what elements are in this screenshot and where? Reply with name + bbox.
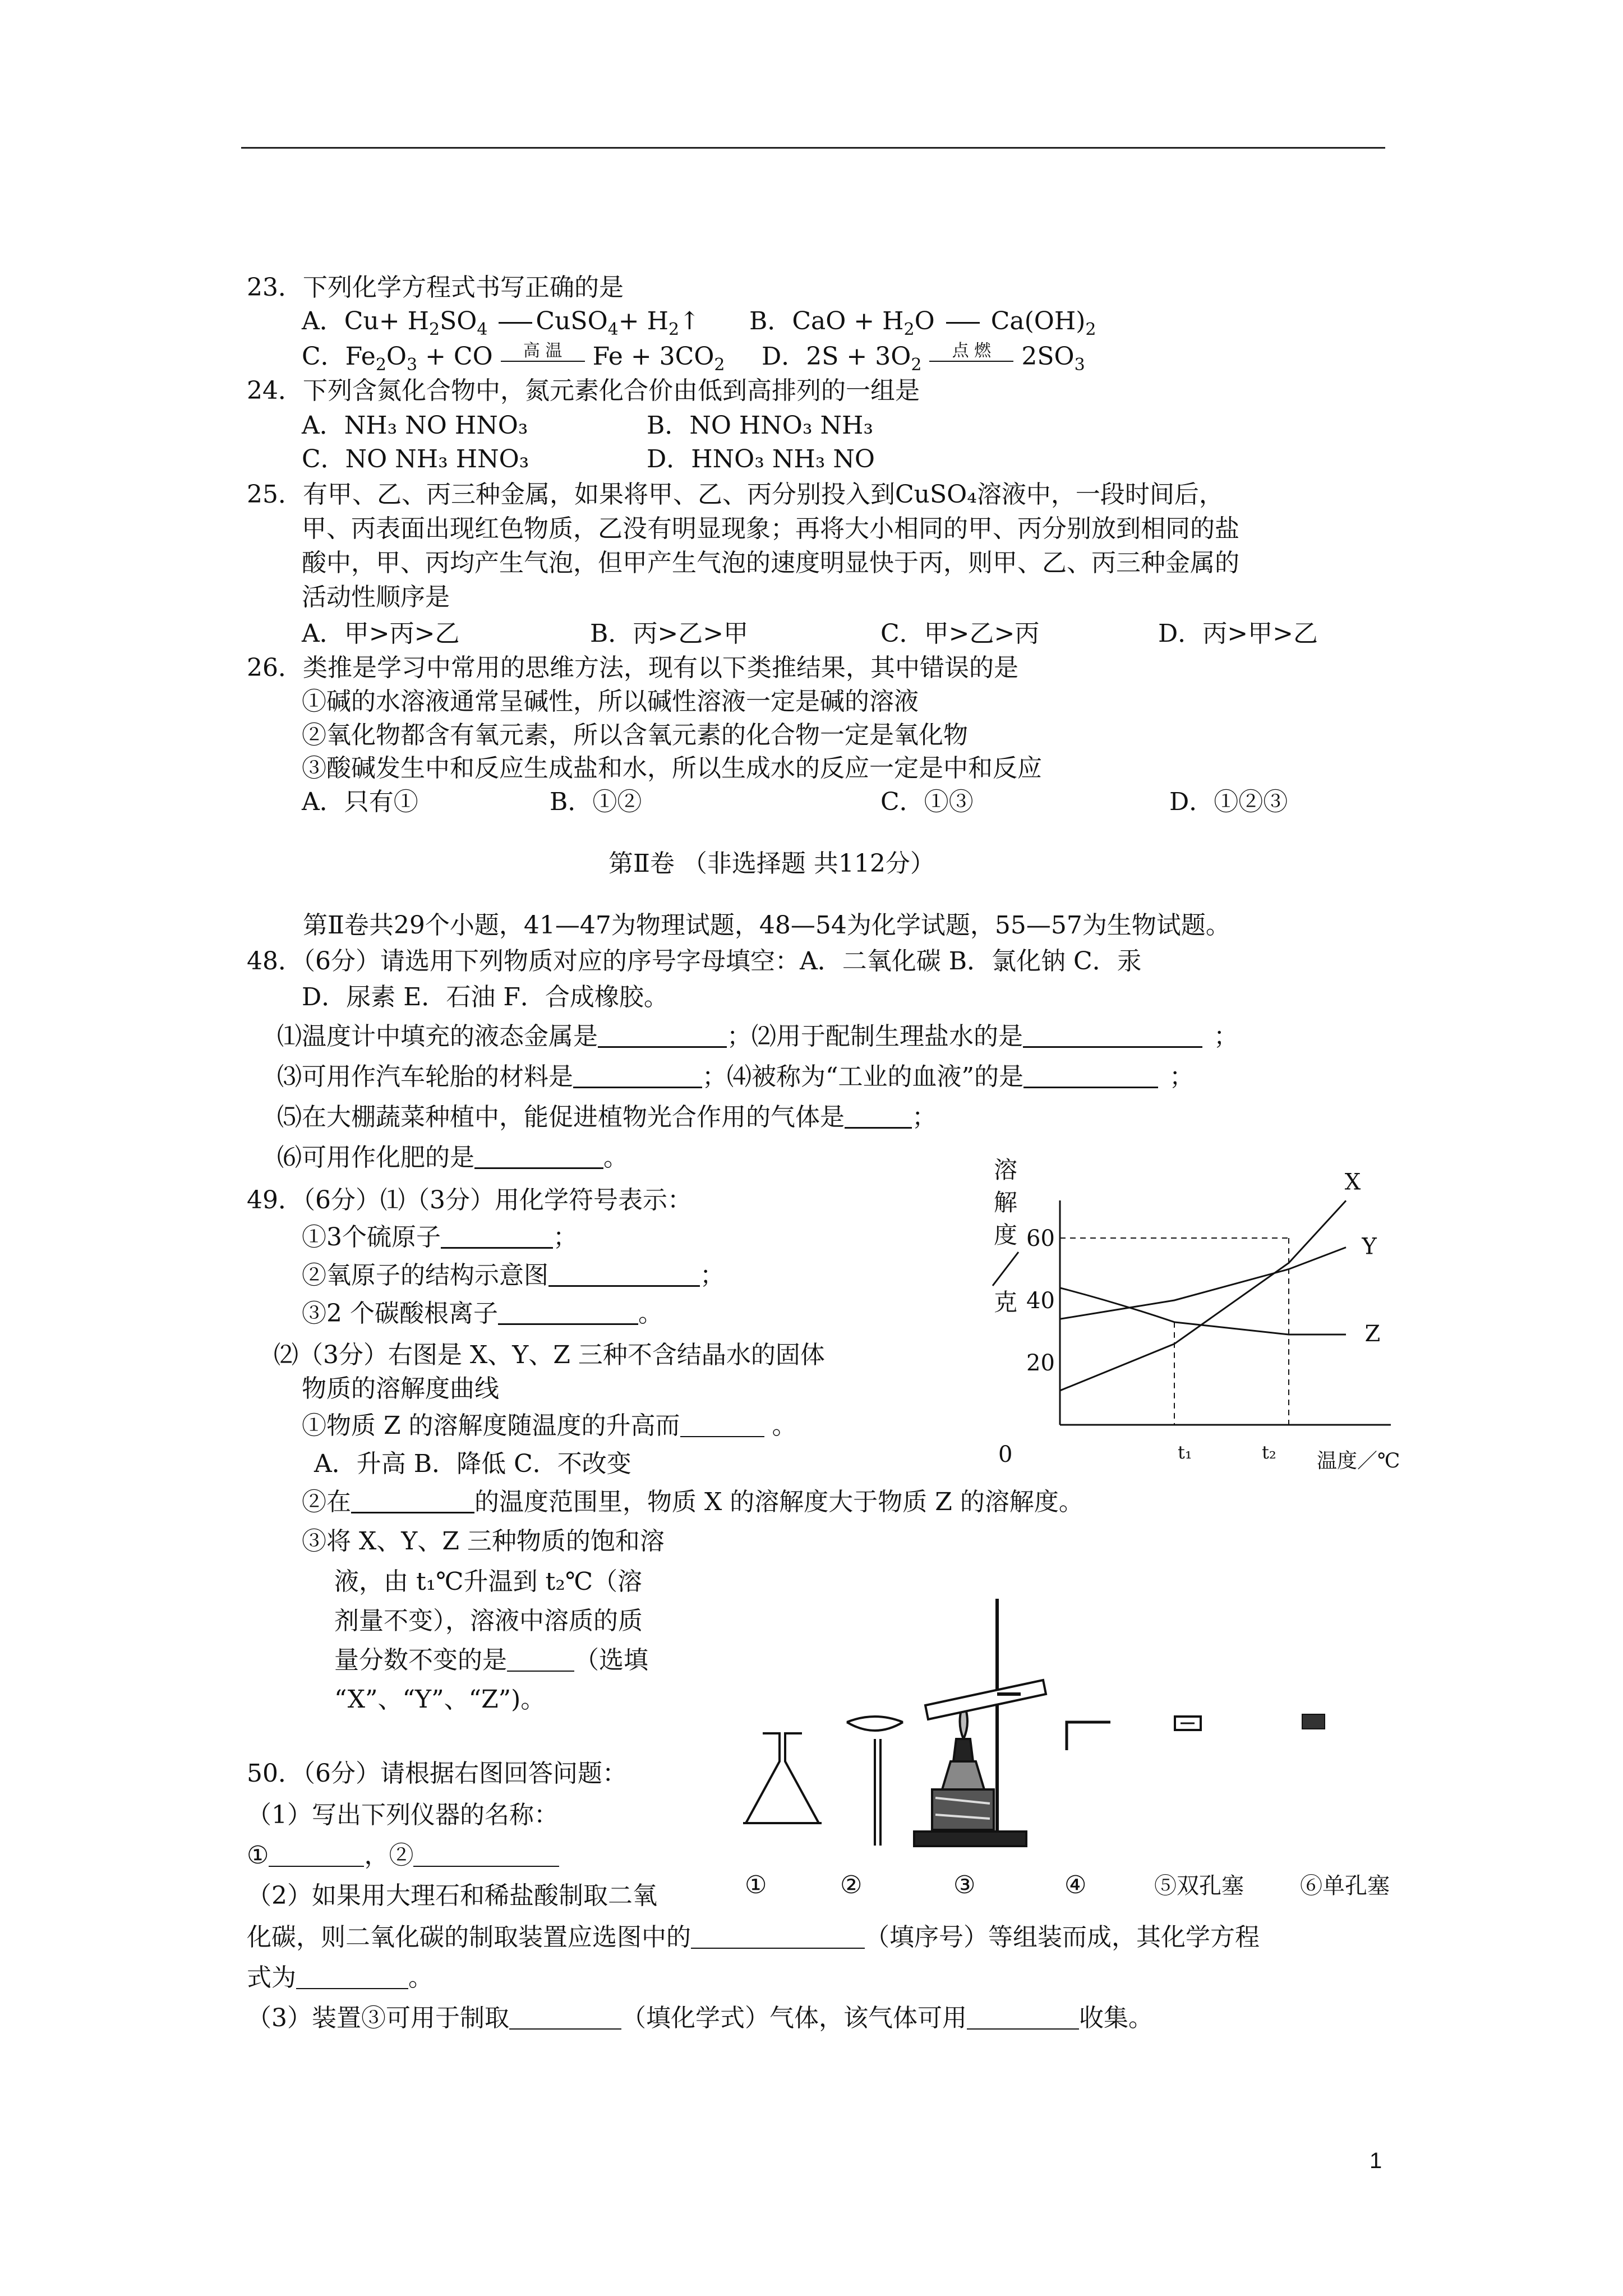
q24-option-a: A．NH₃ NO HNO₃ bbox=[302, 411, 528, 440]
q25-option-b: B．丙>乙>甲 bbox=[590, 619, 749, 648]
q48-part-1: ⑴温度计中填充的液态金属是 ；⑵用于配制生理盐水的是 ； bbox=[277, 1022, 1238, 1051]
q48-part-3: ⑶可用作汽车轮胎的材料是 ；⑷被称为“工业的血液”的是 ； bbox=[277, 1062, 1194, 1091]
q26-option-c: C．①③ bbox=[880, 788, 974, 816]
q23-option-d: D．$2S + 3O_2$ 点 燃 $2SO_3$ bbox=[762, 341, 1085, 375]
chart-x-tick-t1: t₁ bbox=[1178, 1442, 1192, 1463]
answer-blank-50-1[interactable] bbox=[269, 1841, 364, 1867]
q49-symbol-3: ③2 个碳酸根离子 。 bbox=[302, 1299, 663, 1328]
chart-y-label-3: 度 bbox=[994, 1221, 1018, 1249]
chart-y-tick-40: 40 bbox=[1026, 1288, 1055, 1314]
double-hole-stopper bbox=[1175, 1717, 1201, 1730]
q49-symbol-2: ②氧原子的结构示意图 ； bbox=[302, 1261, 725, 1290]
q25-line4: 活动性顺序是 bbox=[302, 583, 450, 611]
q24-option-c: C．NO NH₃ HNO₃ bbox=[302, 445, 529, 473]
answer-blank-50-6[interactable] bbox=[967, 2004, 1079, 2030]
q49-question-3-line1: ③将 X、Y、Z 三种物质的饱和溶 bbox=[302, 1527, 665, 1556]
q50-stem: 50．（6分）请根据右图回答问题： bbox=[247, 1759, 627, 1788]
q49-question-3-line3: 剂量不变），溶液中溶质的质 bbox=[334, 1607, 643, 1635]
answer-blank-49-1[interactable] bbox=[441, 1222, 553, 1249]
q50-part-2-line2: 化碳，则二氧化碳的制取装置应选图中的 （填序号）等组装而成，其化学方程 bbox=[247, 1923, 1260, 1952]
q24-stem: 24．下列含氮化合物中，氮元素化合价由低到高排列的一组是 bbox=[247, 376, 920, 405]
q25-line3: 酸中，甲、丙均产生气泡，但甲产生气泡的速度明显快于丙，则甲、乙、丙三种金属的 bbox=[302, 549, 1239, 577]
q23-option-b: B．CaO + $H_2O$ $Ca(OH)_2$ bbox=[749, 307, 1096, 339]
q26-option-b: B．①② bbox=[550, 788, 642, 816]
answer-blank-49-2[interactable] bbox=[548, 1260, 700, 1287]
series-z-label: Z bbox=[1364, 1321, 1381, 1347]
series-y-label: Y bbox=[1362, 1234, 1377, 1260]
q49-question-3-line5: “X”、“Y”、“Z”)。 bbox=[334, 1685, 546, 1714]
answer-blank-48-5[interactable] bbox=[845, 1102, 912, 1129]
q48-stem-1: 48．（6分）请选用下列物质对应的序号字母填空：A．二氧化碳 B．氯化钠 C．汞 bbox=[247, 947, 1142, 976]
q50-part-3: （3）装置③可用于制取 （填化学式）气体，该气体可用 收集。 bbox=[247, 2004, 1153, 2032]
series-y-curve bbox=[1060, 1248, 1346, 1319]
chart-x-label: 温度／℃ bbox=[1317, 1450, 1400, 1473]
answer-blank-48-2[interactable] bbox=[1023, 1022, 1202, 1048]
q49-symbol-1: ①3个硫原子 ； bbox=[302, 1223, 578, 1251]
header-rule bbox=[241, 147, 1385, 149]
q49-options: A．升高 B．降低 C．不改变 bbox=[314, 1450, 631, 1478]
q26-option-d: D．①②③ bbox=[1169, 788, 1288, 816]
q25-line1: 25．有甲、乙、丙三种金属，如果将甲、乙、丙分别投入到CuSO₄溶液中，一段时间后， bbox=[247, 480, 1224, 509]
answer-blank-50-5[interactable] bbox=[509, 2004, 621, 2030]
q23-option-c: C．$Fe_2O_3$ + CO 高 温 $Fe + 3CO_2$ bbox=[302, 341, 725, 375]
q24-option-d: D．HNO₃ NH₃ NO bbox=[647, 445, 875, 473]
page-number: 1 bbox=[1370, 2148, 1382, 2173]
answer-blank-48-6[interactable] bbox=[474, 1143, 603, 1169]
chart-y-label-4: 克 bbox=[994, 1289, 1018, 1316]
apparatus-label-6: ⑥单孔塞 bbox=[1300, 1873, 1390, 1899]
answer-blank-50-4[interactable] bbox=[296, 1963, 408, 1989]
apparatus-label-5: ⑤双孔塞 bbox=[1154, 1873, 1244, 1899]
chart-x-tick-t2: t₂ bbox=[1262, 1442, 1276, 1463]
series-x-curve bbox=[1060, 1200, 1346, 1391]
answer-blank-48-4[interactable] bbox=[1023, 1062, 1158, 1088]
q49-question-1: ①物质 Z 的溶解度随温度的升高而 。 bbox=[302, 1411, 797, 1440]
q49-question-3-line2: 液，由 t₁℃升温到 t₂℃（溶 bbox=[334, 1567, 643, 1596]
apparatus-label-2: ② bbox=[840, 1871, 863, 1899]
chart-y-label-1: 溶 bbox=[994, 1156, 1018, 1184]
apparatus-label-4: ④ bbox=[1064, 1871, 1087, 1899]
answer-blank-49-q2[interactable] bbox=[351, 1487, 474, 1513]
q25-option-a: A．甲>丙>乙 bbox=[302, 619, 460, 648]
answer-blank-48-3[interactable] bbox=[573, 1062, 702, 1088]
q49-part2-line2: 物质的溶解度曲线 bbox=[302, 1374, 499, 1403]
chart-y-tick-60: 60 bbox=[1026, 1226, 1055, 1251]
apparatus-label-1: ① bbox=[745, 1871, 767, 1899]
q23-option-a: A．$Cu+ H_2SO_4$ CuSO$_4$+ $H_2↑$ bbox=[302, 307, 700, 339]
chart-x-tick-0: 0 bbox=[998, 1442, 1013, 1467]
section-intro: 第Ⅱ卷共29个小题，41—47为物理试题，48—54为化学试题，55—57为生物试题。 bbox=[303, 911, 1230, 940]
answer-blank-49-q1[interactable] bbox=[680, 1411, 764, 1437]
q48-stem-2: D．尿素 E．石油 F．合成橡胶。 bbox=[302, 983, 668, 1011]
q50-part-2-line3: 式为 。 bbox=[247, 1963, 433, 1992]
q49-question-3-line4: 量分数不变的是 （选填 bbox=[334, 1646, 648, 1674]
q25-line2: 甲、丙表面出现红色物质，乙没有明显现象；再将大小相同的甲、丙分别放到相同的盐 bbox=[302, 514, 1239, 543]
q49-stem: 49．（6分）⑴（3分）用化学符号表示： bbox=[247, 1186, 692, 1214]
q50-part-1-answers: ① ，② bbox=[247, 1839, 559, 1872]
q23-stem: 23．下列化学方程式书写正确的是 bbox=[247, 273, 624, 302]
q26-statement-1: ①碱的水溶液通常呈碱性，所以碱性溶液一定是碱的溶液 bbox=[302, 687, 919, 716]
q26-statement-3: ③酸碱发生中和反应生成盐和水，所以生成水的反应一定是中和反应 bbox=[302, 754, 1042, 783]
series-x-label: X bbox=[1344, 1169, 1361, 1195]
q50-part-1: （1）写出下列仪器的名称： bbox=[247, 1801, 559, 1829]
chart-y-tick-20: 20 bbox=[1026, 1350, 1055, 1376]
answer-blank-48-1[interactable] bbox=[598, 1022, 727, 1048]
q50-part-2-line1: （2）如果用大理石和稀盐酸制取二氧 bbox=[247, 1881, 657, 1910]
heating-apparatus bbox=[914, 1599, 1046, 1846]
answer-blank-50-2[interactable] bbox=[413, 1841, 559, 1867]
chart-y-slash bbox=[993, 1252, 1018, 1286]
solubility-chart bbox=[965, 1156, 1424, 1481]
q25-option-d: D．丙>甲>乙 bbox=[1158, 619, 1318, 648]
q49-part2-line1: ⑵（3分）右图是 X、Y、Z 三种不含结晶水的固体 bbox=[274, 1341, 825, 1369]
answer-blank-49-3[interactable] bbox=[498, 1299, 638, 1325]
long-neck-funnel bbox=[847, 1717, 903, 1846]
chart-y-label-2: 解 bbox=[994, 1189, 1018, 1216]
apparatus-figure bbox=[729, 1582, 1447, 1913]
answer-blank-50-3[interactable] bbox=[691, 1923, 865, 1949]
q26-stem: 26．类推是学习中常用的思维方法，现有以下类推结果，其中错误的是 bbox=[247, 654, 1018, 682]
bent-tube bbox=[1067, 1722, 1110, 1750]
q24-option-b: B．NO HNO₃ NH₃ bbox=[647, 411, 873, 440]
q49-question-2: ②在 的温度范围里，物质 X 的溶解度大于物质 Z 的溶解度。 bbox=[302, 1488, 1083, 1516]
single-hole-stopper bbox=[1302, 1714, 1325, 1729]
q26-statement-2: ②氧化物都含有氧元素，所以含氧元素的化合物一定是氧化物 bbox=[302, 721, 968, 749]
q25-option-c: C．甲>乙>丙 bbox=[880, 619, 1040, 648]
q48-part-5: ⑸在大棚蔬菜种植中，能促进植物光合作用的气体是 ； bbox=[277, 1103, 937, 1131]
section-title: 第Ⅱ卷 （非选择题 共112分） bbox=[608, 849, 935, 878]
q48-part-6: ⑹可用作化肥的是 。 bbox=[277, 1143, 628, 1172]
q26-option-a: A．只有① bbox=[302, 788, 418, 816]
conical-flask bbox=[743, 1733, 822, 1823]
apparatus-label-3: ③ bbox=[953, 1871, 976, 1899]
answer-blank-49-q3[interactable] bbox=[507, 1646, 574, 1672]
